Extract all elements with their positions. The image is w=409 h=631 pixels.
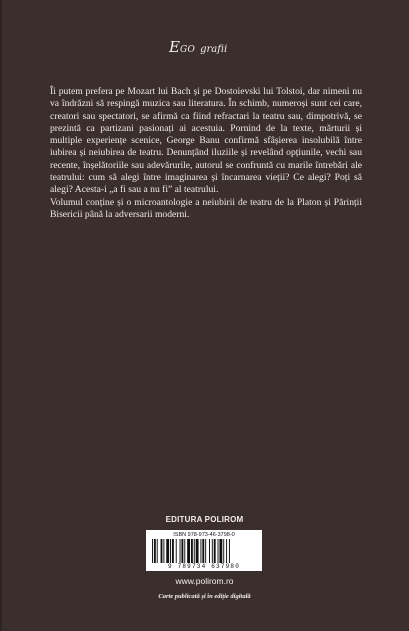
barcode-stripe [181,539,183,563]
barcode-stripe [226,539,227,563]
barcode-stripe [219,539,222,563]
barcode-stripe [187,539,190,563]
barcode-stripe [205,539,206,563]
barcode-stripe [152,539,153,563]
barcode-stripe [223,539,224,563]
barcode-stripe [194,539,195,563]
barcode-stripe [166,539,169,563]
barcode [146,530,262,571]
barcode-stripe [184,539,185,563]
barcode-stripe [176,539,177,563]
blurb-paragraph: Volumul conține și o microantologie a neiubirii de teatru de la Platon și Părinții Bisericii până la adversarii moderni. [50,196,362,220]
series-logo-initial: E [169,38,180,56]
blurb-paragraph: Îi putem prefera pe Mozart lui Bach și pe Dostoievski lui Tolstoi, dar nimeni nu va îndrăzni să respingă muzica sau literatura. În schimb, numeroși sunt cei care, creatori sau spectatori, se afirmă ca fiind refractari la teatru sau, dimpotrivă, se prezintă ca partizani pasionați ai acestuia. Pornind de la texte, mărturii și multiple experiențe scenice, George Banu confirmă sfâșierea insolubilă între iubirea și neiubirea de teatru. Denunțând iluziile și revelând opțiunile, vechi sau recente, înșelătoriile sau adevărurile, autorul se confruntă cu marile întrebări ale teatrului: cum să alegi între imaginarea și încarnarea vieții? Ce alegi? Poți să alegi? Acesta-i „a fi sau a nu fi” al teatrului. [50,86,362,196]
blurb-text [50,86,362,221]
barcode-stripe [180,539,181,563]
barcode-stripe [218,539,219,563]
barcode-stripe [163,539,164,563]
series-logo-subtitle: grafii [200,44,228,55]
isbn-label: ISBN 978-973-46-3798-0 [173,532,235,538]
barcode-stripe [154,539,156,563]
series-logo [169,37,227,56]
cover-edge [0,0,2,631]
barcode-stripe [202,539,204,563]
barcode-stripe [209,539,210,563]
barcode-stripe [161,539,163,563]
barcode-bars [152,539,256,563]
barcode-stripe [157,539,158,563]
barcode-stripe [196,539,199,563]
edition-note: Carte publicată și în ediție digitală [158,593,251,600]
barcode-stripe [200,539,201,563]
barcode-stripe [212,539,213,563]
barcode-digits: 9 789734 637980 [167,563,240,570]
publisher-website: www.polirom.ro [175,576,234,586]
series-logo-rest: GO [179,45,196,55]
barcode-stripe [191,539,193,563]
publisher-name: EDITURA POLIROM [165,515,244,524]
barcode-stripe [172,539,174,563]
barcode-stripe [170,539,171,563]
barcode-stripe [229,539,230,563]
barcode-stripe [214,539,216,563]
